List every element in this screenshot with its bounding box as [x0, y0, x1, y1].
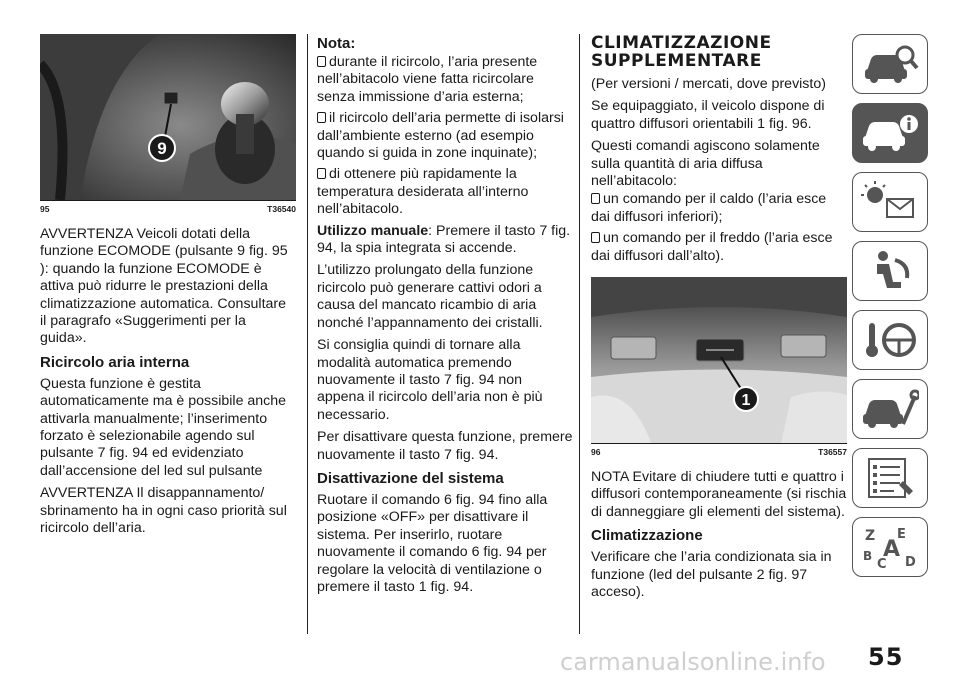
svg-text:C: C: [877, 557, 887, 570]
para-comandi: Questi comandi agiscono solamente sulla quantità di aria diffusa nell’abitacolo:: [591, 138, 820, 190]
svg-text:Z: Z: [865, 528, 876, 544]
para-odori: L’utilizzo prolungato della funzione ricircolo può generare cattivi odori a causa del mancato ricambio di aria nonché l’appannamento dei cristalli.: [317, 262, 543, 331]
tab-emergenza[interactable]: [852, 379, 928, 439]
checkbox-bullet-icon: [317, 112, 326, 123]
nota-title: Nota:: [317, 35, 356, 52]
para-ricircolo: Questa funzione è gestita automaticamente ma è possibile anche attivarla manualmente; l’inserimento forzato è selezionabile agendo sul pulsante 7 fig. 94 ed evidenziato dall’accensione del led sul pulsante: [40, 375, 287, 479]
para-disattivare: Per disattivare questa funzione, premere nuovamente il tasto 7 fig. 94.: [317, 429, 573, 463]
para-ruotare: Ruotare il comando 6 fig. 94 fino alla posizione «OFF» per disattivare il sistema. Per inserirlo, ruotare nuovamente il comando 6 fig. 94 per regolare la velocità di ventilazione o premere il tasto 1 fig. 94.: [317, 491, 548, 595]
column-2: [317, 34, 573, 601]
svg-text:E: E: [897, 527, 906, 542]
tab-avviamento[interactable]: [852, 310, 928, 370]
alphabet-index-icon: [861, 524, 919, 570]
checkbox-bullet-icon: [317, 56, 326, 67]
para-utilizzo-manuale: [317, 223, 573, 258]
warning-lights-icon: [861, 179, 919, 225]
key-steering-wheel-icon: [861, 317, 919, 363]
bullet-text: di ottenere più rapidamente la temperatura desiderata all’interno nell’abitacolo.: [317, 166, 529, 218]
car-wrench-icon: [861, 386, 919, 432]
svg-text:D: D: [905, 555, 916, 570]
figure-96-callout: 1: [741, 392, 751, 410]
para-consiglia: Si consiglia quindi di tornare alla modalità automatica premendo nuovamente il tasto 7 fig. 94 non appena il ricircolo dell’aria non è più necessario.: [317, 337, 543, 423]
tab-sicurezza[interactable]: [852, 241, 928, 301]
figure-number: 96: [591, 447, 601, 458]
para-equipaggiato: Se equipaggiato, il veicolo dispone di quattro diffusori orientabili 1 fig. 96.: [591, 98, 825, 132]
figure-96-caption: [591, 447, 847, 457]
figure-95-callout: 9: [157, 139, 167, 158]
section-title: CLIMATIZZAZIONE SUPPLEMENTARE: [591, 33, 772, 71]
label-utilizzo-manuale: Utilizzo manuale: [317, 222, 429, 239]
comando-bullet: [591, 191, 847, 226]
tab-spie[interactable]: [852, 172, 928, 232]
column-1: [40, 34, 296, 543]
car-magnifier-icon: [861, 41, 919, 87]
figure-95-caption: [40, 204, 296, 214]
svg-text:B: B: [863, 549, 873, 563]
nota-diffusori: NOTA Evitare di chiudere tutti e quattro i diffusori contemporaneamente (si rischia di danneggiare gli elementi del sistema).: [591, 469, 847, 520]
checkbox-bullet-icon: [317, 168, 326, 179]
checkbox-bullet-icon: [591, 193, 600, 204]
para-verificare: Verificare che l’aria condizionata sia in funzione (led del pulsante 2 fig. 97 acceso).: [591, 549, 832, 601]
watermark: carmanualsonline.info: [560, 648, 826, 676]
column-divider: [307, 34, 308, 634]
para-versioni: (Per versioni / mercati, dove previsto): [591, 76, 826, 92]
heading-climatizzazione: Climatizzazione: [591, 527, 703, 545]
ceiling-vents-photo: [591, 277, 847, 443]
checklist-icon: [861, 455, 919, 501]
figure-number: 95: [40, 204, 50, 214]
figure-code: T36557: [818, 447, 847, 458]
nota-bullet: [317, 110, 573, 162]
page-number: 55: [868, 643, 904, 671]
tab-dati-tecnici[interactable]: [852, 448, 928, 508]
figure-96-photo: [591, 277, 847, 444]
figure-code: T36540: [267, 204, 296, 214]
gear-shift-photo: [40, 34, 296, 200]
tab-informazioni[interactable]: [852, 103, 928, 163]
column-3: [591, 34, 847, 607]
bullet-text: il ricircolo dell’aria permette di isolarsi dall’ambiente esterno (ad esempio quando si guida in zone inquinate);: [317, 110, 564, 162]
heading-disattivazione: Disattivazione del sistema: [317, 469, 504, 487]
avvertenza-disappannamento: AVVERTENZA Il disappannamento/ sbrinamento ha in ogni caso priorità sul ricircolo dell’aria.: [40, 485, 287, 537]
bullet-text: un comando per il caldo (l’aria esce dai diffusori inferiori);: [591, 191, 827, 225]
tab-conoscenza-veicolo[interactable]: [852, 34, 928, 94]
car-info-icon: [861, 110, 919, 156]
nota-bullet: [317, 166, 573, 218]
heading-ricircolo: Ricircolo aria interna: [40, 353, 190, 371]
column-divider: [579, 34, 580, 634]
bullet-text: durante il ricircolo, l’aria presente nell’abitacolo viene fatta ricircolare senza immissione d’aria esterna;: [317, 54, 538, 105]
comando-bullet: [591, 230, 847, 265]
airbag-seat-icon: [861, 248, 919, 294]
figure-95-photo: [40, 34, 296, 201]
tab-indice[interactable]: [852, 517, 928, 577]
avvertenza-ecomode: AVVERTENZA Veicoli dotati della funzione ECOMODE (pulsante 9 fig. 95 ): quando la funzione ECOMODE è attiva può ridurre le prestazioni della climatizzazione automatica. Consultare il paragrafo «Suggerimenti per la guida».: [40, 226, 288, 347]
svg-text:A: A: [883, 537, 901, 562]
text-utilizzo-manuale: : Premere il tasto 7 fig. 94, la spia integrata si accende.: [317, 222, 571, 257]
chapter-tabs: [852, 34, 928, 586]
nota-bullet: [317, 54, 573, 106]
bullet-text: un comando per il freddo (l’aria esce dai diffusori dall’alto).: [591, 230, 833, 264]
checkbox-bullet-icon: [591, 232, 600, 243]
